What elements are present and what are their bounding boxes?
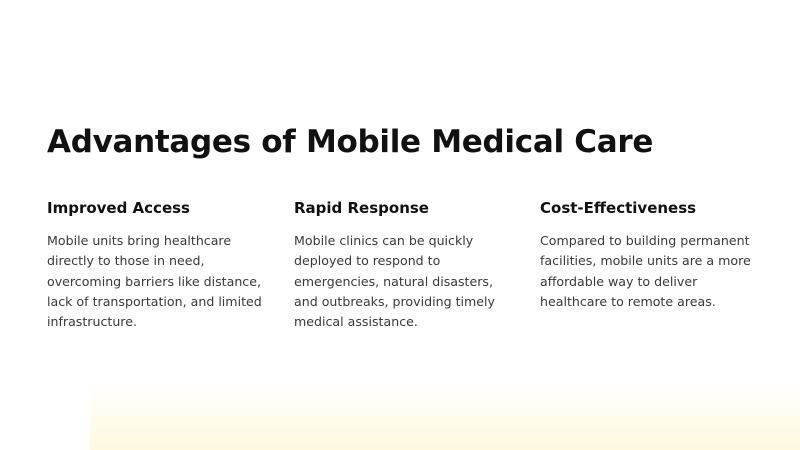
column-body: Mobile clinics can be quickly deployed to respond to emergencies, natural disasters, and outbreaks, providing timely medical assistance. [294, 233, 495, 330]
advantage-column-cost-effectiveness [540, 198, 762, 312]
advantage-column-rapid-response [294, 198, 516, 332]
column-heading: Improved Access [47, 199, 190, 217]
column-heading: Cost-Effectiveness [540, 199, 697, 217]
advantage-column-improved-access [47, 198, 269, 332]
slide-title: Advantages of Mobile Medical Care [47, 124, 654, 160]
column-body: Mobile units bring healthcare directly to those in need, overcoming barriers like distance, lack of transportation, and limited infrastructure. [47, 233, 262, 330]
column-heading: Rapid Response [294, 199, 429, 217]
bottom-decorative-gradient [90, 380, 800, 450]
column-body: Compared to building permanent facilities, mobile units are a more affordable way to deliver healthcare to remote areas. [540, 233, 751, 309]
